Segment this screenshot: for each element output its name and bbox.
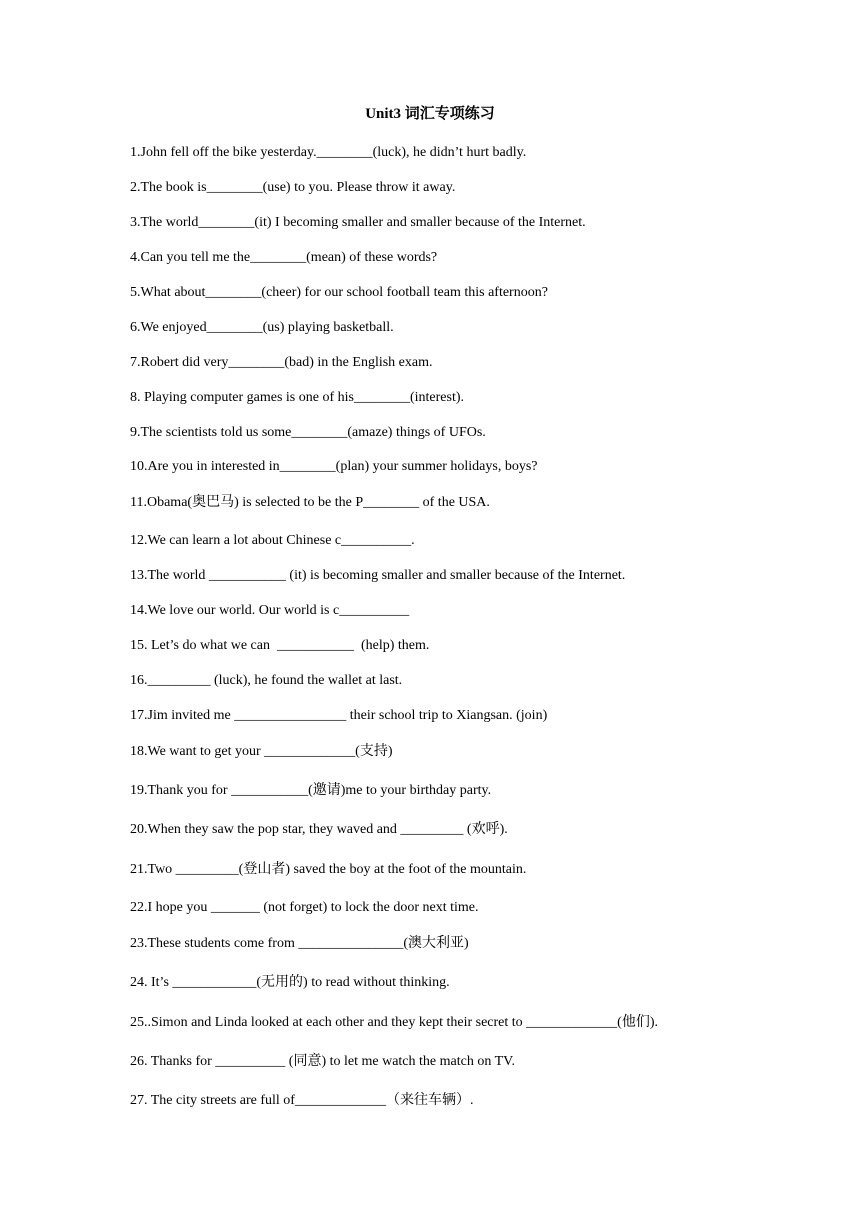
question-10: 10.Are you in interested in________(plan) your summer holidays, boys? (130, 459, 538, 474)
question-16: 16._________ (luck), he found the wallet at last. (130, 673, 403, 688)
question-8: 8. Playing computer games is one of his________(interest). (130, 390, 464, 405)
page-title: Unit3 词汇专项练习 (365, 106, 495, 122)
question-2: 2.The book is________(use) to you. Please throw it away. (130, 180, 456, 195)
question-24: 24. It’s ____________(无用的) to read without thinking. (130, 975, 450, 990)
question-21: 21.Two _________(登山者) saved the boy at the foot of the mountain. (130, 862, 527, 877)
question-3: 3.The world________(it) I becoming smaller and smaller because of the Internet. (130, 215, 586, 230)
question-23: 23.These students come from _______________(澳大利亚) (130, 936, 469, 951)
question-9: 9.The scientists told us some________(amaze) things of UFOs. (130, 425, 486, 440)
question-5: 5.What about________(cheer) for our school football team this afternoon? (130, 285, 548, 300)
question-20: 20.When they saw the pop star, they waved and _________ (欢呼). (130, 822, 508, 837)
question-17: 17.Jim invited me ________________ their school trip to Xiangsan. (join) (130, 708, 548, 723)
question-11: 11.Obama(奥巴马) is selected to be the P________ of the USA. (130, 495, 490, 510)
question-25: 25..Simon and Linda looked at each other and they kept their secret to _____________(他们). (130, 1015, 658, 1030)
question-22: 22.I hope you _______ (not forget) to lock the door next time. (130, 900, 479, 915)
question-6: 6.We enjoyed________(us) playing basketball. (130, 320, 394, 335)
question-1: 1.John fell off the bike yesterday.________(luck), he didn’t hurt badly. (130, 145, 527, 160)
question-12: 12.We can learn a lot about Chinese c__________. (130, 533, 415, 548)
question-13: 13.The world ___________ (it) is becoming smaller and smaller because of the Internet. (130, 568, 626, 583)
question-14: 14.We love our world. Our world is c__________ (130, 603, 410, 618)
question-26: 26. Thanks for __________ (同意) to let me watch the match on TV. (130, 1054, 515, 1069)
question-18: 18.We want to get your _____________(支持) (130, 744, 393, 759)
question-4: 4.Can you tell me the________(mean) of these words? (130, 250, 438, 265)
question-15: 15. Let’s do what we can ___________ (help) them. (130, 638, 430, 653)
question-27: 27. The city streets are full of_____________（来往车辆）. (130, 1093, 474, 1108)
question-19: 19.Thank you for ___________(邀请)me to your birthday party. (130, 783, 492, 798)
question-7: 7.Robert did very________(bad) in the English exam. (130, 355, 433, 370)
